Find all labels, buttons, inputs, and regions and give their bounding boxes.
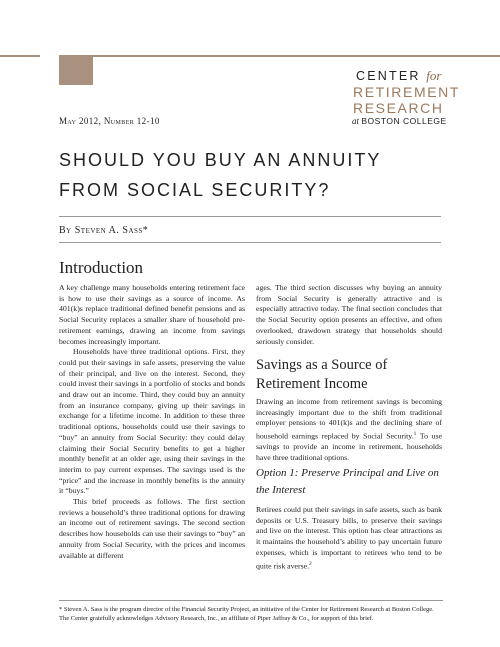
title-line-2: FROM SOCIAL SECURITY? (59, 180, 331, 200)
intro-paragraph-2: Households have three traditional options. First, they could put their savings in safe assets, preserving the value of their principal, and live on the interest. Second, they could invest their savings in a portfolio of stocks and bonds and draw out an income. Third, they could buy an annuity from an insurance company, giving up their savings in exchange for a lifetime income. In addition to these three traditional options, households could use their savings to “buy” an annuity from Social Security: they could delay claiming their Social Security benefits to get a higher monthly benefit at an older age, using their savings in the interim to pay current expenses. The savings used is the “price” and the increase in monthly benefits is the annuity it “buys.” (59, 347, 245, 496)
logo-retirement: RETIREMENT (353, 84, 460, 100)
savings-heading (256, 356, 387, 394)
title-rule (59, 216, 441, 217)
byline: By Steven A. Sass* (59, 225, 149, 236)
option-heading-line-2: the Interest (256, 484, 306, 496)
footnote: * Steven A. Sass is the program director of the Financial Security Project, an initiative of the Center for Retirement Research at Boston College. The Center gratefully acknowledges Advisory Research, Inc., an affiliate of Piper Jaffray & Co., for support of this brief. (59, 606, 434, 622)
savings-paragraph: Drawing an income from retirement savings is becoming increasingly important due to the shift from traditional employer pensions to 401(k)s and the declining share of household earnings replaced by Social Security.$^1$ To use savings to provide an income in retirement, households have three traditional options. (256, 397, 442, 463)
intro-paragraph-1: A key challenge many households entering retirement face is how to use their savings as a source of income. As 401(k)s replace traditional defined benefit pensions and as Social Security replaces a smaller share of household pre-retirement earnings, drawing an income from savings becomes increasingly important. (59, 283, 245, 346)
intro-heading: Introduction (59, 258, 144, 277)
logo-center-for: CENTER for (356, 68, 442, 83)
header-block (59, 55, 93, 85)
footnote-ref-2: 2 (309, 560, 312, 567)
savings-heading-line-2: Retirement Income (256, 376, 368, 392)
right-top-paragraph: ages. The third section discusses why buying an annuity from Social Security is generally attractive and is especially attractive today. The final section concludes that the Social Security option presents an effective, and often overlooked, drawdown strategy that households should seriously consider. (256, 283, 442, 346)
left-column (59, 283, 245, 561)
byline-rule (59, 242, 441, 243)
savings-heading-line-1: Savings as a Source of (256, 357, 388, 373)
issue-number: May 2012, Number 12-10 (59, 116, 160, 126)
footnote-rule (59, 600, 443, 601)
header-bar-right (93, 55, 500, 57)
logo-boston-college: at BOSTON COLLEGE (352, 116, 447, 126)
header-bar-left (0, 55, 40, 57)
logo-research: RESEARCH (353, 100, 444, 116)
intro-paragraph-3: This brief proceeds as follows. The first section reviews a household’s three traditional options for drawing an income out of retirement savings. The second section describes how households can use their savings to “buy” an annuity from Social Security, with the prices and incomes available at different (59, 497, 245, 560)
title-line-1: SHOULD YOU BUY AN ANNUITY (59, 150, 382, 170)
footnote-ref-1: 1 (413, 431, 417, 438)
option-paragraph: Retirees could put their savings in safe assets, such as bank deposits or U.S. Treasury bills, to preserve their savings and live on the interest. This option has clear attractions as it maintains the household’s ability to pay uncertain future expenses, which is important to retirees who tend to be quite risk averse.$^2$ (256, 505, 442, 571)
option-heading-line-1: Option 1: Preserve Principal and Live on (256, 467, 439, 479)
option-heading (256, 465, 439, 499)
